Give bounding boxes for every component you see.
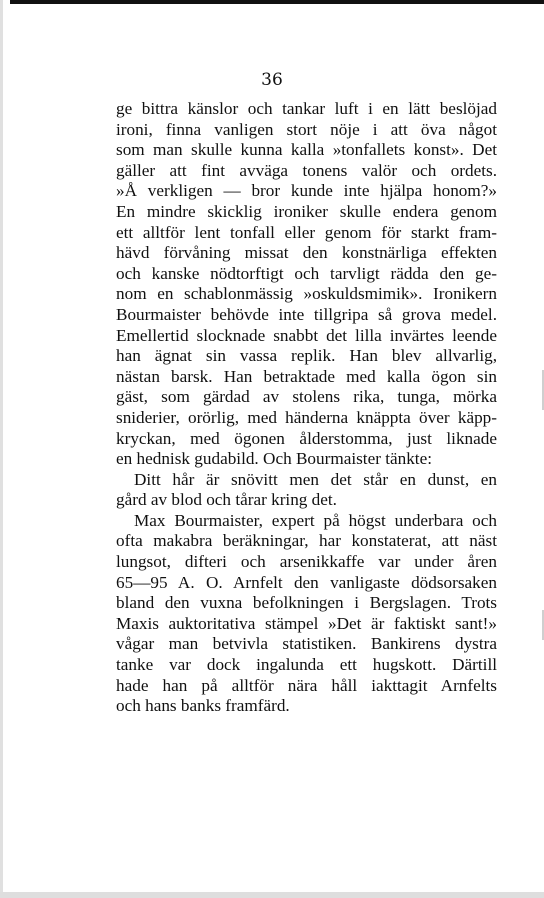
- text-line: han ägnat sin vassa replik. Han blev allvarlig,: [116, 346, 497, 366]
- text-line: en hednisk gudabild. Och Bourmaister tänkte:: [116, 449, 432, 469]
- text-line: tanke var dock ingalunda ett hugskott. Därtill: [116, 655, 497, 675]
- text-line: som man skulle kunna kalla »tonfallets konst». Det: [116, 140, 497, 160]
- text-line: vågar man betvivla statistiken. Bankirens dystra: [116, 634, 497, 654]
- text-line: Max Bourmaister, expert på högst underbara och: [134, 510, 497, 530]
- body-text: [116, 99, 497, 717]
- text-line: ironi, finna vanligen stort nöje i att öva något: [116, 119, 497, 139]
- text-line: 65—95 A. O. Arnfelt den vanligaste dödsorsaken: [116, 572, 497, 592]
- text-line: kryckan, med ögonen ålderstomma, just liknade: [116, 428, 497, 448]
- page-number: 36: [261, 70, 283, 90]
- text-line: ge bittra känslor och tankar luft i en lätt beslöjad: [116, 99, 497, 118]
- text-line: bland den vuxna befolkningen i Bergslagen. Trots: [116, 593, 497, 613]
- text-line: ofta makabra beräkningar, har konstaterat, att näst: [116, 531, 497, 551]
- text-line: nästan barsk. Han betraktade med kalla ögon sin: [116, 366, 497, 386]
- text-line: Emellertid slocknade snabbt det lilla invärtes leende: [116, 325, 497, 345]
- text-line: gård av blod och tårar kring det.: [116, 490, 337, 510]
- text-line: och hans banks framfärd.: [116, 696, 290, 716]
- text-line: gäst, som gärdad av stolens rika, tunga, mörka: [116, 387, 497, 407]
- text-line: gäller att fint avväga tonens valör och ordets.: [116, 160, 497, 180]
- text-line: sniderier, orörlig, med händerna knäppta över käpp-: [116, 407, 497, 427]
- text-line: nom en schablonmässig »oskuldsmimik». Ironikern: [116, 284, 497, 304]
- bottom-edge-shadow: [0, 892, 544, 898]
- text-line: »Å verkligen — bror kunde inte hjälpa honom?»: [116, 181, 497, 201]
- text-line: hävd förvåning missat den konstnärliga effekten: [116, 243, 497, 263]
- left-edge-shadow: [0, 0, 3, 898]
- text-line: ett alltför lent tonfall eller genom för starkt fram-: [116, 222, 497, 242]
- text-line: lungsot, difteri och arsenikkaffe var under åren: [116, 552, 497, 572]
- text-line: En mindre skicklig ironiker skulle endera genom: [116, 201, 497, 221]
- text-line: och kanske nödtorftigt och tarvligt rädda den ge-: [116, 263, 497, 283]
- text-line: hade han på alltför nära håll iakttagit Arnfelts: [116, 675, 497, 695]
- top-edge-rule: [10, 0, 544, 4]
- text-line: Maxis auktoritativa stämpel »Det är faktiskt sant!»: [116, 613, 497, 633]
- text-line: Ditt hår är snövitt men det står en dunst, en: [134, 469, 497, 489]
- text-line: Bourmaister behövde inte tillgripa så grova medel.: [116, 304, 497, 324]
